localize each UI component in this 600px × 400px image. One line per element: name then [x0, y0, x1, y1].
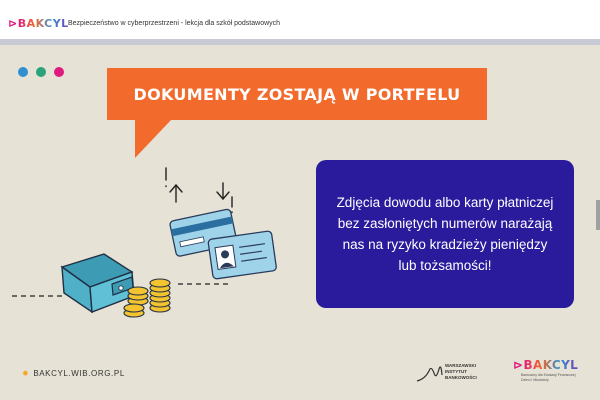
top-bar: [0, 0, 600, 40]
info-text: Zdjęcia dowodu albo karty płatniczej bez zasłoniętych numerów narażają nas na ryzyko kradzieży pieniędzy lub tożsamości!: [336, 195, 554, 273]
slide: [0, 45, 600, 400]
banner-tail: [135, 120, 171, 158]
footer-url-text: BAKCYL.WIB.ORG.PL: [33, 369, 125, 378]
wib-logo-text: WARSZAWSKI INSTYTUT BANKOWOŚCI: [445, 363, 477, 380]
id-card-icon: [208, 231, 277, 280]
download-arrow-icon: [217, 183, 232, 213]
wallet-icon: [62, 254, 134, 312]
window-dot-blue: [18, 67, 28, 77]
course-title: Bezpieczeństwo w cyberprzestrzeni - lekcja dla szkół podstawowych: [68, 20, 281, 27]
banner-title: DOKUMENTY ZOSTAJĄ W PORTFELU: [133, 84, 461, 104]
info-box: [316, 160, 574, 308]
scrollbar[interactable]: [596, 200, 600, 230]
window-dot-green: [36, 67, 46, 77]
window-dot-pink: [54, 67, 64, 77]
footer-logo-text: BAKCYL: [523, 358, 579, 372]
logo-arrow-icon: ⊳: [8, 17, 18, 30]
bakcyl-logo[interactable]: [8, 17, 69, 30]
footer-logo-subtext: Bankowcy dla Edukacji Finansowej Dzieci i Młodzieży: [521, 373, 576, 382]
logo-text: BAKCYL: [17, 17, 69, 30]
sun-icon: ✹: [22, 369, 30, 378]
wallet-illustration: [0, 155, 310, 325]
title-banner: [107, 68, 487, 120]
upload-arrow-icon: [166, 168, 182, 202]
footer-url[interactable]: [22, 369, 125, 378]
footer-bakcyl-logo: ⊳BAKCYL: [513, 358, 579, 372]
